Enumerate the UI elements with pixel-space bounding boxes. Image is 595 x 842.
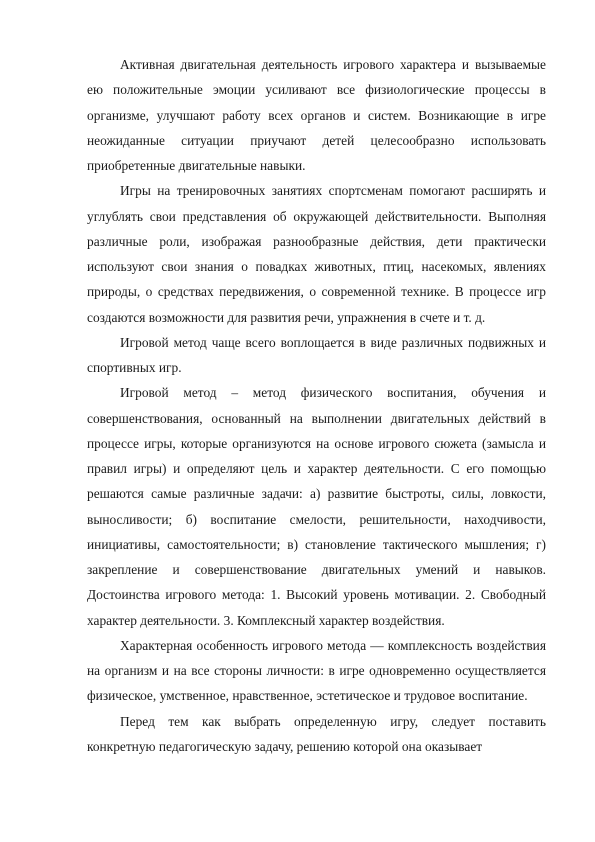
paragraph-5: Характерная особенность игрового метода — комплексность воздействия на организм и на все стороны личности: в игре одновременно осуществляется физическое, умственное, нравственное, эстетическое и трудовое воспитание. — [87, 637, 546, 704]
paragraph-4: Игровой метод – метод физического воспитания, обучения и совершенствования, основанный на выполнении двигательных действий в процессе игры, которые организуются на основе игрового сюжета (замысла и правил игры) и определяют цель и характер деятельности. С его помощью решаются самые различные задачи: а) развитие быстроты, силы, ловкости, выносливости; б) воспитание смелости, решительности, находчивости, инициативы, самостоятельности; в) становление тактического мышления; г) закрепление и совершенствование двигательных умений и навыков. Достоинства игрового метода: 1. Высокий уровень мотивации. 2. Свободный характер деятельности. 3. Комплексный характер воздействия. — [87, 385, 546, 628]
paragraph-3: Игровой метод чаще всего воплощается в виде различных подвижных и спортивных игр. — [87, 334, 546, 375]
paragraph-2: Игры на тренировочных занятиях спортсменам помогают расширять и углублять свои представления об окружающей действительности. Выполняя различные роли, изображая разнообразные действия, дети практически используют свои знания о повадках животных, птиц, насекомых, явлениях природы, о средствах передвижения, о современной технике. В процессе игр создаются возможности для развития речи, упражнения в счете и т. д. — [87, 183, 546, 325]
paragraph-6: Перед тем как выбрать определенную игру, следует поставить конкретную педагогическую задачу, решению которой она оказывает — [87, 713, 546, 754]
paragraph-1: Активная двигательная деятельность игрового характера и вызываемые ею положительные эмоции усиливают все физиологические процессы в организме, улучшают работу всех органов и систем. Возникающие в игре неожиданные ситуации приучают детей целесообразно использовать приобретенные двигательные навыки. — [87, 57, 546, 173]
document-body — [87, 52, 546, 759]
